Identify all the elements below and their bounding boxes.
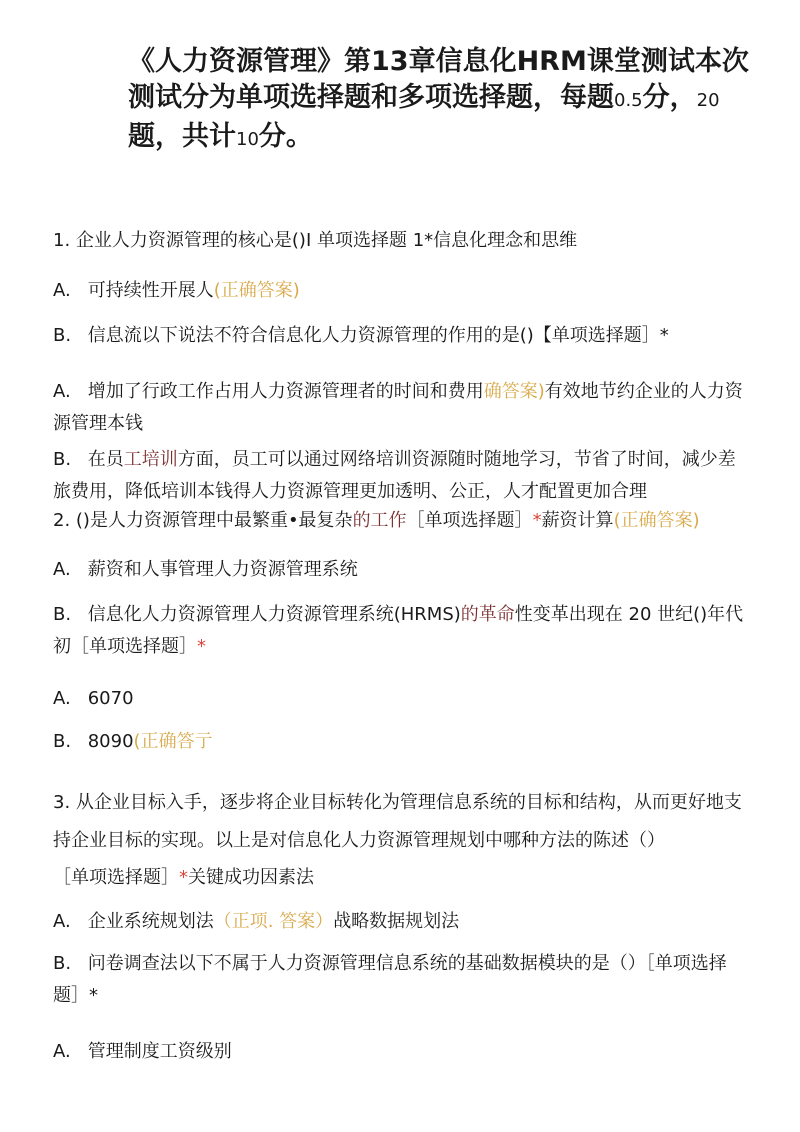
question-text: 2. ()是人力资源管理中最繁重•最复杂 (53, 510, 353, 531)
required-star: * (179, 867, 188, 888)
option-text: 增加了行政工作占用人力资源管理者的时间和费用 (87, 381, 484, 402)
option-line (53, 376, 753, 440)
option-text: 企业系统规划法 (87, 911, 214, 932)
option-line (53, 683, 753, 715)
option-text: 薪资和人事管理人力资源管理系统 (87, 559, 358, 580)
option-line (53, 275, 753, 307)
title-total: 10 (236, 129, 259, 150)
option-label: A. (53, 1041, 71, 1062)
option-label: B. (53, 731, 72, 752)
option-line (53, 1036, 753, 1068)
correct-answer-mark: (正确答亍 (133, 731, 213, 752)
option-line (53, 948, 753, 1012)
question-text: 1. 企业人力资源管理的核心是()I 单项选择题 1*信息化理念和思维 (53, 230, 578, 251)
title-part: 分。 (258, 121, 313, 152)
option-text: 有效地节约企业的人力资源管理本钱 (53, 381, 743, 434)
title-part: 题，共计 (128, 121, 236, 152)
option-label: A. (53, 688, 71, 709)
correct-answer-mark: 确答案) (483, 381, 545, 402)
option-text: 薪资计算 (541, 510, 614, 531)
option-line (53, 554, 753, 586)
option-text: 问卷调查法以下不属于人力资源管理信息系统的基础数据模块的是（）［单项选择题］* (53, 953, 727, 1006)
option-label: A. (53, 280, 71, 301)
title-score: 0.5 (614, 90, 643, 111)
title-chapter-number: 13 (371, 46, 409, 77)
option-text: 性变革出现在 20 世纪()年代初［单项选择题］ (53, 604, 744, 657)
option-text: 方面，员工可以通过网络培训资源随时随地学习，节省了时间，减少差旅费用，降低培训本钱得人力资源管理更加透明、公正，人才配置更加合理 (53, 449, 736, 502)
title-part: 《人力资源管理》第 (128, 46, 371, 77)
option-line (53, 726, 753, 758)
option-label: A. (53, 559, 71, 580)
required-star: * (197, 636, 206, 657)
option-text: 管理制度工资级别 (87, 1041, 232, 1062)
highlighted-text: 的工作 (352, 510, 407, 531)
option-text: 关键成功因素法 (188, 867, 314, 888)
option-label: A. (53, 381, 71, 402)
option-label: B. (53, 325, 72, 346)
correct-answer-mark: (正确答案) (613, 510, 700, 531)
option-line (53, 906, 753, 938)
question-3-type (53, 862, 753, 894)
correct-answer-mark: (正确答案) (213, 280, 300, 301)
option-text: 6070 (87, 688, 134, 709)
option-text: 信息化人力资源管理人力资源管理系统(HRMS) (87, 604, 461, 625)
title-part: 章信息化 (408, 46, 517, 77)
question-2 (53, 505, 753, 537)
option-line (53, 444, 753, 508)
question-type: ［单项选择题］ (406, 510, 533, 531)
option-line (53, 320, 753, 352)
correct-answer-mark: （正项. 答案） (213, 911, 334, 932)
question-text: 3. 从企业目标入手，逐步将企业目标转化为管理信息系统的目标和结构，从而更好地支持企业目标的实现。以上是对信息化人力资源管理规划中哪种方法的陈述（） (53, 792, 742, 851)
title-part: 分， (642, 82, 697, 113)
title-hrm: HRM (516, 46, 587, 77)
document-title (128, 44, 758, 158)
question-type: ［单项选择题］ (53, 867, 179, 888)
option-text: 信息流以下说法不符合信息化人力资源管理的作用的是()【单项选择题］* (87, 325, 669, 346)
highlighted-text: 的革命 (460, 604, 515, 625)
option-label: B. (53, 449, 72, 470)
option-label: B. (53, 953, 72, 974)
option-text: 在员 (87, 449, 124, 470)
highlighted-text: 工培训 (123, 449, 178, 470)
option-text: 8090 (87, 731, 134, 752)
question-1 (53, 225, 753, 257)
option-label: B. (53, 604, 72, 625)
option-line (53, 599, 753, 663)
required-star: * (532, 510, 542, 531)
option-text: 战略数据规划法 (333, 911, 460, 932)
title-count: 20 (696, 90, 720, 111)
title-part: 课堂测试本次测试分为单项选择题和多项选择题，每题 (128, 46, 749, 113)
option-text: 可持续性开展人 (87, 280, 214, 301)
question-3 (53, 784, 753, 860)
option-label: A. (53, 911, 71, 932)
